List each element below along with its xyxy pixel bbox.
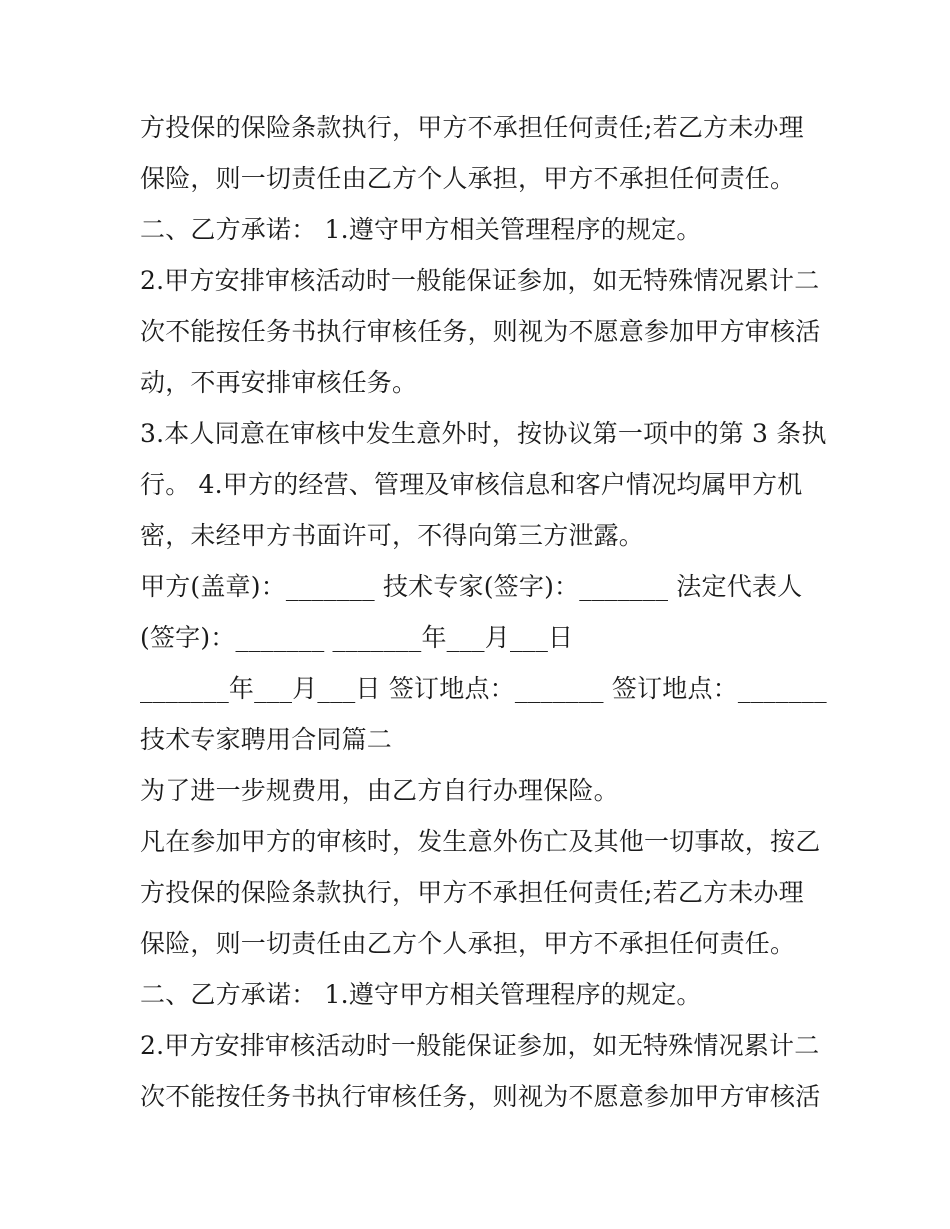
signature-line-location: _______年___月___日 签订地点：_______ 签订地点：_______ xyxy=(140,674,827,703)
text-line: 动，不再安排审核任务。 xyxy=(140,368,418,397)
text-line: 二、乙方承诺： 1.遵守甲方相关管理程序的规定。 xyxy=(140,980,702,1009)
text-line: 保险，则一切责任由乙方个人承担，甲方不承担任何责任。 xyxy=(140,929,796,958)
text-line: 方投保的保险条款执行，甲方不承担任何责任;若乙方未办理 xyxy=(140,878,804,907)
text-line: 保险，则一切责任由乙方个人承担，甲方不承担任何责任。 xyxy=(140,164,796,193)
text-line: 行。 4.甲方的经营、管理及审核信息和客户情况均属甲方机 xyxy=(140,470,803,499)
text-line: 方投保的保险条款执行，甲方不承担任何责任;若乙方未办理 xyxy=(140,113,804,142)
text-line: 密，未经甲方书面许可，不得向第三方泄露。 xyxy=(140,521,645,550)
text-line: 2.甲方安排审核活动时一般能保证参加，如无特殊情况累计二 xyxy=(140,1031,820,1060)
text-line: 次不能按任务书执行审核任务，则视为不愿意参加甲方审核活 xyxy=(140,317,821,346)
signature-line-date: (签字)：_______ _______年___月___日 xyxy=(140,623,574,652)
text-line: 为了进一步规费用，由乙方自行办理保险。 xyxy=(140,776,619,805)
text-line: 凡在参加甲方的审核时，发生意外伤亡及其他一切事故，按乙 xyxy=(140,827,821,856)
text-line: 2.甲方安排审核活动时一般能保证参加，如无特殊情况累计二 xyxy=(140,266,820,295)
text-line: 次不能按任务书执行审核任务，则视为不愿意参加甲方审核活 xyxy=(140,1082,821,1111)
signature-line-party-a: 甲方(盖章)：_______ 技术专家(签字)：_______ 法定代表人 xyxy=(140,572,803,601)
text-line: 3.本人同意在审核中发生意外时，按协议第一项中的第 3 条执 xyxy=(140,419,827,448)
section-title: 技术专家聘用合同篇二 xyxy=(140,725,393,754)
text-line: 二、乙方承诺： 1.遵守甲方相关管理程序的规定。 xyxy=(140,215,702,244)
